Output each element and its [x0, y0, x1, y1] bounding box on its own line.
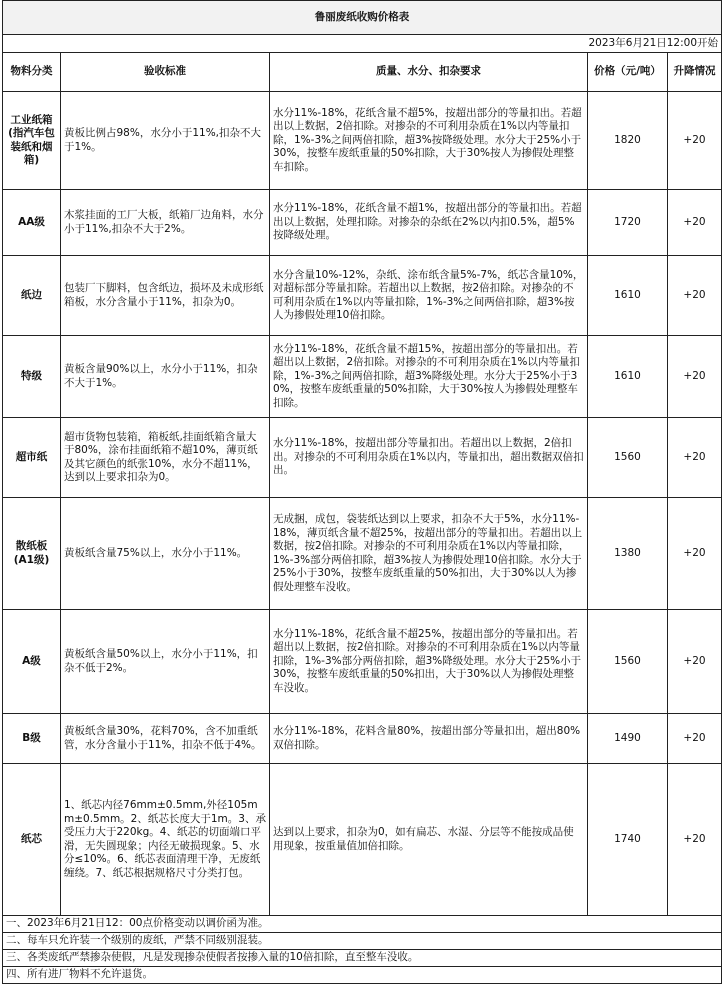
- row-change: +20: [668, 190, 722, 256]
- note-line: 二、每车只允许装一个级别的废纸，严禁不同级别混装。: [3, 933, 722, 950]
- row-price: 1490: [588, 714, 668, 764]
- row-price: 1820: [588, 92, 668, 190]
- table-row: [3, 764, 722, 916]
- row-standard: 1、纸芯内径76mm±0.5mm,外径105mm±0.5mm。2、纸芯长度大于1m。3、承受压力大于220kg。4、纸芯的切面端口平滑，无失圆现象；内径无破损现象。5、水分≤10%。6、纸芯表面清理干净，无废纸缠绕。7、纸芯根据规格尺寸分类打包。: [61, 764, 270, 916]
- row-requirement: 水分11%-18%，花纸含量不超25%，按超出部分的等量扣出。若超出以上数据，按2倍扣除。对掺杂的不可利用杂质在1%以内等量扣除，1%-3%部分两倍扣除，超3%降级处理。水分大于25%小于30%，按整车废纸重量的50%扣出，大于30%以人为掺假处理整车没收。: [270, 610, 588, 714]
- row-standard: 黄板纸含量75%以上，水分小于11%。: [61, 498, 270, 610]
- row-requirement: 水分11%-18%，花料含量80%，按超出部分等量扣出，超出80%双倍扣除。: [270, 714, 588, 764]
- row-change: +20: [668, 714, 722, 764]
- table-row: [3, 714, 722, 764]
- row-category: 工业纸箱(指汽车包装纸和烟箱): [3, 92, 61, 190]
- row-price: 1380: [588, 498, 668, 610]
- header-standard: 验收标准: [61, 53, 270, 92]
- row-category: 散纸板(A1级): [3, 498, 61, 610]
- row-requirement: 达到以上要求，扣杂为0，如有扁芯、水湿、分层等不能按成品使用现象，按重量值加倍扣除。: [270, 764, 588, 916]
- effective-date: 2023年6月21日12:00开始: [3, 35, 722, 53]
- price-table: [2, 0, 722, 984]
- header-category: 物料分类: [3, 53, 61, 92]
- row-standard: 黄板纸含量50%以上，水分小于11%，扣杂不低于2%。: [61, 610, 270, 714]
- row-requirement: 水分含量10%-12%，杂纸、涂布纸含量5%-7%，纸芯含量10%，对超标部分等量扣除。若超出以上数据，按2倍扣除。对掺杂的不可利用杂质在1%以内等量扣除，1%-3%之间两倍扣除，超3%按人为掺假处理10倍扣除。: [270, 256, 588, 336]
- row-category: 特级: [3, 336, 61, 418]
- note-line: 四、所有进厂物料不允许退货。: [3, 967, 722, 984]
- table-row: [3, 190, 722, 256]
- row-category: 纸芯: [3, 764, 61, 916]
- sheet-title: 鲁丽废纸收购价格表: [3, 1, 722, 35]
- row-price: 1720: [588, 190, 668, 256]
- table-row: [3, 418, 722, 498]
- table-row: [3, 336, 722, 418]
- row-price: 1560: [588, 418, 668, 498]
- row-standard: 黄板纸含量30%，花料70%，含不加重纸管，水分含量小于11%，扣杂不低于4%。: [61, 714, 270, 764]
- row-price: 1740: [588, 764, 668, 916]
- row-requirement: 水分11%-18%，花纸含量不超1%，按超出部分的等量扣出。若超出以上数据，处理扣除。对掺杂的杂纸在2%以内扣0.5%，超5%按降级处理。: [270, 190, 588, 256]
- row-category: B级: [3, 714, 61, 764]
- row-standard: 包装厂下脚料，包含纸边，损坏及未成形纸箱板，水分含量小于11%，扣杂为0。: [61, 256, 270, 336]
- row-category: 超市纸: [3, 418, 61, 498]
- note-line: 一、2023年6月21日12：00点价格变动以调价函为准。: [3, 916, 722, 933]
- row-requirement: 无成捆，成包，袋装纸达到以上要求，扣杂不大于5%，水分11%-18%，薄页纸含量不超25%，按超出部分的等量扣出。若超出以上数据，按2倍扣除。对掺杂的不可利用杂质在1%以内等量扣除，1%-3%部分两倍扣除，超3%按人为掺假处理10倍扣除。水分大于25%小于30%，按整车废纸重量的50%扣出，大于30%以人为掺假处理整车没收。: [270, 498, 588, 610]
- table-row: [3, 498, 722, 610]
- note-row: [3, 933, 722, 950]
- row-change: +20: [668, 498, 722, 610]
- row-requirement: 水分11%-18%，花纸含量不超5%，按超出部分的等量扣出。若超出以上数据，2倍扣除。对掺杂的不可利用杂质在1%以内等量扣除，1%-3%之间两倍扣除，超3%按降级处理。水分大于25%小于30%，按整车废纸重量的50%扣除，大于30%按人为掺假处理整车扣除。: [270, 92, 588, 190]
- row-change: +20: [668, 256, 722, 336]
- row-standard: 黄板含量90%以上，水分小于11%，扣杂不大于1%。: [61, 336, 270, 418]
- row-standard: 超市货物包装箱，箱板纸,挂面纸箱含量大于80%，涂布挂面纸箱不超10%，薄页纸及其它颜色的纸张10%，水分不超11%，达到以上要求扣杂为0。: [61, 418, 270, 498]
- row-category: A级: [3, 610, 61, 714]
- row-price: 1560: [588, 610, 668, 714]
- header-row: [3, 53, 722, 92]
- header-change: 升降情况: [668, 53, 722, 92]
- note-row: [3, 967, 722, 984]
- row-change: +20: [668, 764, 722, 916]
- row-category: 纸边: [3, 256, 61, 336]
- table-row: [3, 610, 722, 714]
- row-standard: 木浆挂面的工厂大板，纸箱厂边角料，水分小于11%,扣杂不大于2%。: [61, 190, 270, 256]
- header-requirement: 质量、水分、扣杂要求: [270, 53, 588, 92]
- table-row: [3, 256, 722, 336]
- row-change: +20: [668, 610, 722, 714]
- row-change: +20: [668, 336, 722, 418]
- note-row: [3, 916, 722, 933]
- row-price: 1610: [588, 256, 668, 336]
- row-requirement: 水分11%-18%，按超出部分等量扣出。若超出以上数据，2倍扣出。对掺杂的不可利用杂质在1%以内，等量扣出，超出数据双倍扣出。: [270, 418, 588, 498]
- row-change: +20: [668, 92, 722, 190]
- row-change: +20: [668, 418, 722, 498]
- row-standard: 黄板比例占98%，水分小于11%,扣杂不大于1%。: [61, 92, 270, 190]
- note-line: 三、各类废纸严禁掺杂使假，凡是发现掺杂使假者按掺入量的10倍扣除，直至整车没收。: [3, 950, 722, 967]
- row-category: AA级: [3, 190, 61, 256]
- table-row: [3, 92, 722, 190]
- note-row: [3, 950, 722, 967]
- header-price: 价格（元/吨）: [588, 53, 668, 92]
- row-price: 1610: [588, 336, 668, 418]
- row-requirement: 水分11%-18%，花纸含量不超15%，按超出部分的等量扣出。若超出以上数据，2倍扣除。对掺杂的不可利用杂质在1%以内等量扣除，1%-3%之间两倍扣除，超3%降级处理。水分大于25%小于30%，按整车废纸重量的50%扣除，大于30%按人为掺假处理整车扣除。: [270, 336, 588, 418]
